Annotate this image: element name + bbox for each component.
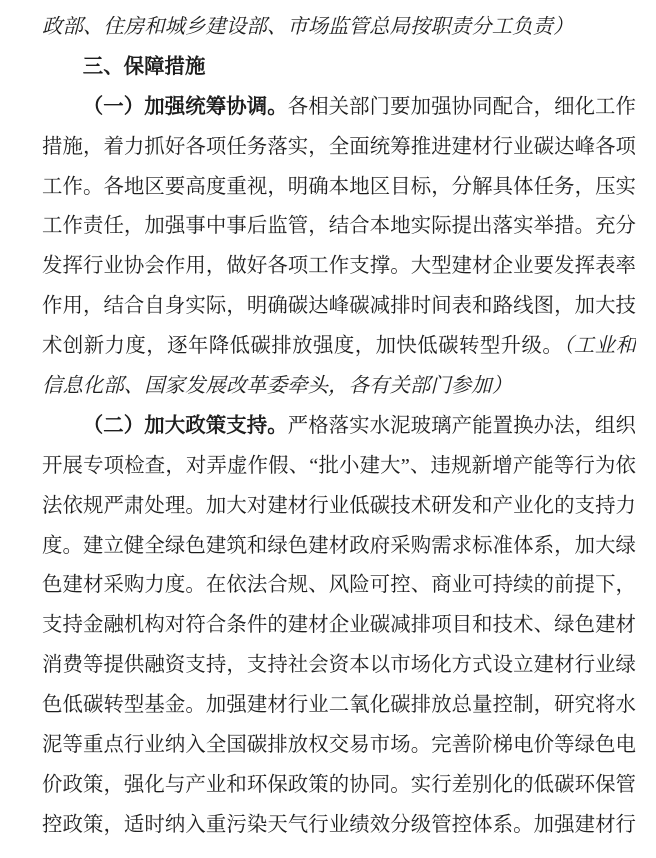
body-text: 工作责任，加强事中事后监管，结合本地实际提出落实举措。充分 — [42, 215, 636, 238]
body-text: 控政策，适时纳入重污染天气行业绩效分级管控体系。加强建材行 — [42, 813, 636, 836]
body-text: 色低碳转型基金。加强建材行业二氧化碳排放总量控制，研究将水 — [42, 694, 636, 717]
body-text: 支持金融机构对符合条件的建材企业碳减排项目和技术、绿色建材 — [42, 614, 636, 637]
body-text: 作用，结合自身实际，明确碳达峰碳减排时间表和路线图，加大技 — [42, 295, 636, 318]
body-text: 严格落实水泥玻璃产能置换办法，组织 — [287, 414, 636, 437]
body-text: 工作。各地区要高度重视，明确本地区目标，分解具体任务，压实 — [42, 175, 636, 198]
attribution-text: （工业和 — [563, 335, 636, 358]
text-line — [42, 487, 636, 527]
text-line — [42, 168, 636, 208]
section-heading: 三、保障措施 — [82, 55, 206, 78]
body-text: 开展专项检查，对弄虚作假、“批小建大”、违规新增产能等行为依 — [42, 454, 636, 477]
text-line — [42, 8, 636, 48]
text-line — [42, 247, 636, 287]
clause-title: （一）加强统筹协调。 — [82, 95, 288, 118]
text-line — [42, 207, 636, 247]
body-text: 措施，着力抓好各项任务落实，全面统筹推进建材行业碳达峰各项 — [42, 135, 636, 158]
attribution-text: 信息化部、国家发展改革委牵头，各有关部门参加） — [42, 375, 513, 398]
attribution-text: 政部、住房和城乡建设部、市场监管总局按职责分工负责） — [42, 16, 574, 38]
text-line — [42, 447, 636, 487]
text-line — [42, 48, 636, 88]
text-line — [42, 686, 636, 726]
text-line — [42, 327, 636, 367]
body-text: 各相关部门要加强协同配合，细化工作 — [287, 95, 636, 118]
body-text: 法依规严肃处理。加大对建材行业低碳技术研发和产业化的支持力 — [42, 494, 636, 517]
text-line — [42, 646, 636, 686]
text-line — [42, 367, 636, 407]
body-text: 度。建立健全绿色建筑和绿色建材政府采购需求标准体系，加大绿 — [42, 534, 636, 557]
text-line — [42, 527, 636, 567]
text-line — [42, 287, 636, 327]
text-line — [42, 726, 636, 766]
text-line — [42, 766, 636, 806]
text-line — [42, 566, 636, 606]
body-text: 泥等重点行业纳入全国碳排放权交易市场。完善阶梯电价等绿色电 — [42, 734, 636, 757]
text-line — [42, 606, 636, 646]
text-block — [42, 8, 636, 846]
body-text: 发挥行业协会作用，做好各项工作支撑。大型建材企业要发挥表率 — [42, 255, 636, 278]
text-line — [42, 806, 636, 846]
text-line — [42, 88, 636, 128]
text-line — [42, 128, 636, 168]
text-line — [42, 407, 636, 447]
body-text: 术创新力度，逐年降低碳排放强度，加快低碳转型升级。 — [42, 335, 564, 358]
body-text: 消费等提供融资支持，支持社会资本以市场化方式设立建材行业绿 — [42, 654, 636, 677]
clause-title: （二）加大政策支持。 — [82, 414, 288, 437]
body-text: 价政策，强化与产业和环保政策的协同。实行差别化的低碳环保管 — [42, 773, 636, 796]
body-text: 色建材采购力度。在依法合规、风险可控、商业可持续的前提下， — [42, 574, 636, 597]
